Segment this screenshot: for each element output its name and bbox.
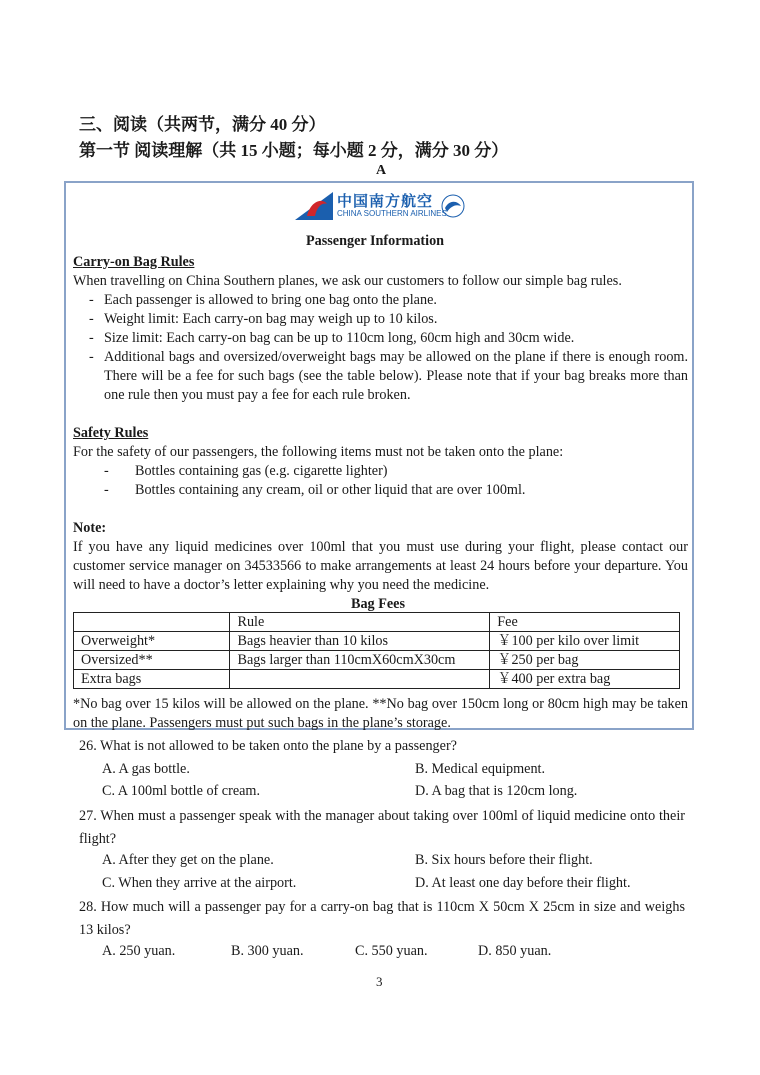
table-cell: Extra bags (74, 670, 230, 689)
carry-on-rule: Size limit: Each carry-on bag can be up to 110cm long, 60cm high and 30cm wide. (104, 330, 575, 346)
part-title: 第一节 阅读理解（共 15 小题；每小题 2 分，满分 30 分） (79, 141, 509, 160)
table-cell (230, 670, 490, 689)
safety-item: Bottles containing gas (e.g. cigarette lighter) (135, 463, 388, 479)
carry-on-rule: Additional bags and oversized/overweight bags may be allowed on the plane if there is enough room. There will be a fee for such bags (see the table below). Please note that if your bag breaks more than one rule then you must pay a fee for each rule broken. (104, 349, 688, 403)
table-header-cell: Fee (490, 613, 680, 632)
table-cell: ￥100 per kilo over limit (490, 632, 680, 651)
bullet-dash: - (104, 482, 109, 498)
carry-on-title: Carry-on Bag Rules (73, 254, 195, 270)
safety-item: Bottles containing any cream, oil or other liquid that are over 100ml. (135, 482, 526, 498)
table-cell: ￥400 per extra bag (490, 670, 680, 689)
carry-on-rule: Weight limit: Each carry-on bag may weigh up to 10 kilos. (104, 311, 438, 327)
section-title: 三、阅读（共两节，满分 40 分） (79, 115, 326, 134)
safety-intro: For the safety of our passengers, the following items must not be taken onto the plane: (73, 444, 564, 460)
carry-on-intro: When travelling on China Southern planes, we ask our customers to follow our simple bag rules. (73, 273, 622, 289)
bullet-dash: - (89, 330, 94, 346)
table-header-cell (74, 613, 230, 632)
table-header-row (74, 613, 680, 632)
bullet-dash: - (89, 349, 94, 365)
question-option: C. When they arrive at the airport. (102, 875, 297, 891)
fees-title: Bag Fees (351, 596, 405, 612)
question-option: B. Six hours before their flight. (415, 852, 593, 868)
question-option: A. 250 yuan. (102, 943, 176, 959)
table-cell: ￥250 per bag (490, 651, 680, 670)
airline-logo (293, 190, 468, 222)
table-row (74, 670, 680, 689)
note-text: If you have any liquid medicines over 100ml that you must use during your flight, please contact our customer service manager on 34533566 to make arrangements at least 24 hours before your departure. You will need to have a doctor’s letter explaining why you need the medicine. (73, 539, 688, 593)
question-option: A. A gas bottle. (102, 761, 190, 777)
question-option: C. 550 yuan. (355, 943, 428, 959)
logo-en: CHINA SOUTHERN AIRLINES (337, 209, 447, 218)
bullet-dash: - (89, 292, 94, 308)
table-row (74, 632, 680, 651)
bullet-dash: - (89, 311, 94, 327)
question-option: D. 850 yuan. (478, 943, 552, 959)
table-cell: Bags heavier than 10 kilos (230, 632, 490, 651)
question-option: B. 300 yuan. (231, 943, 304, 959)
note-title: Note: (73, 520, 107, 536)
bullet-dash: - (104, 463, 109, 479)
question-option: C. A 100ml bottle of cream. (102, 783, 261, 799)
question-option: B. Medical equipment. (415, 761, 546, 777)
safety-title: Safety Rules (73, 425, 149, 441)
carry-on-rule: Each passenger is allowed to bring one bag onto the plane. (104, 292, 437, 308)
question-option: D. A bag that is 120cm long. (415, 783, 578, 799)
page-number: 3 (376, 974, 383, 989)
question-option: A. After they get on the plane. (102, 852, 274, 868)
question-option: D. At least one day before their flight. (415, 875, 631, 891)
question-stem: 26. What is not allowed to be taken onto the plane by a passenger? (79, 738, 457, 754)
question-stem: 28. How much will a passenger pay for a carry-on bag that is 110cm X 50cm X 25cm in size and weighs 13 kilos? (79, 899, 685, 938)
table-cell: Overweight* (74, 632, 230, 651)
passage-label: A (376, 163, 387, 178)
passenger-info-heading: Passenger Information (306, 233, 445, 249)
table-cell: Oversized** (74, 651, 230, 670)
question-stem: 27. When must a passenger speak with the manager about taking over 100ml of liquid medicine onto their flight? (79, 808, 685, 847)
fees-footnote: *No bag over 15 kilos will be allowed on the plane. **No bag over 150cm long or 80cm high may be taken on the plane. Passengers must put such bags in the plane’s storage. (73, 696, 688, 731)
logo-cn: 中国南方航空 (337, 192, 434, 210)
table-header-cell: Rule (230, 613, 490, 632)
table-cell: Bags larger than 110cmX60cmX30cm (230, 651, 490, 670)
fees-table (73, 612, 680, 689)
table-row (74, 651, 680, 670)
